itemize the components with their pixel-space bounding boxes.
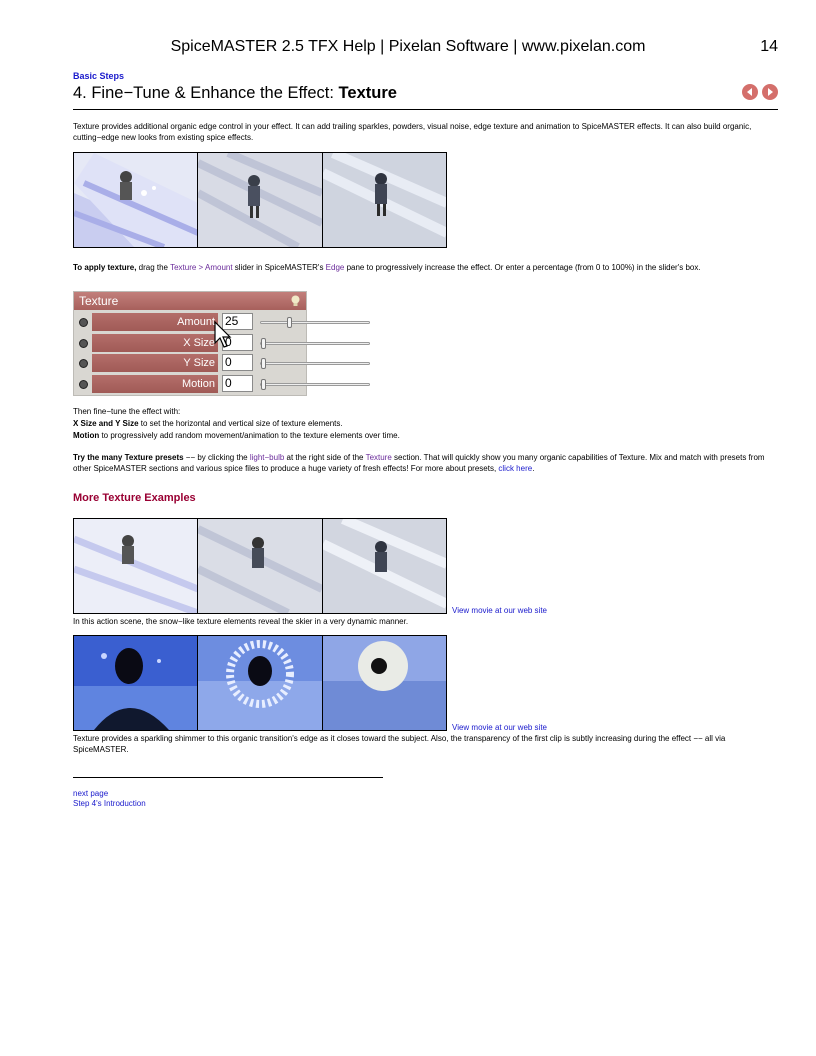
edge-pane-link[interactable]: Edge — [325, 263, 345, 272]
mouse-cursor-icon — [214, 321, 232, 349]
example1-frame-3 — [323, 519, 446, 613]
param-value-input[interactable]: 0 — [222, 354, 253, 371]
skier-frame-2 — [198, 153, 322, 247]
keyframe-toggle-icon[interactable] — [79, 318, 88, 327]
page-nav — [742, 84, 778, 100]
page-title: 4. Fine−Tune & Enhance the Effect: Texture — [73, 84, 397, 102]
param-slider[interactable] — [260, 383, 370, 386]
example1-frame-2 — [198, 519, 322, 613]
finetune-motion-line: Motion to progressively add random movement/animation to the texture elements over time. — [73, 431, 400, 440]
texture-row-x-size — [74, 334, 306, 352]
apply-texture-paragraph: To apply texture, drag the Texture > Amount slider in SpiceMASTER's Edge pane to progressively increase the effect. Or enter a percentage (from 0 to 100%) in the slider's box. — [73, 263, 701, 272]
param-label: X Size — [92, 334, 218, 352]
example2-frame-3 — [323, 636, 446, 730]
param-slider[interactable] — [260, 321, 370, 324]
skier-frame-1 — [74, 153, 198, 247]
texture-panel-title: Texture — [79, 294, 119, 308]
texture-example-strip-1 — [73, 152, 447, 248]
example2-frame-1 — [74, 636, 198, 730]
slider-thumb[interactable] — [261, 358, 266, 369]
skier-frame-3 — [323, 153, 446, 247]
intro-paragraph: Texture provides additional organic edge control in your effect. It can add trailing sparkles, powders, visual noise, edge texture and animation to SpiceMASTER effects. It can also build organic, cutting−edge new looks from existing spice effects. — [73, 122, 752, 142]
finetune-xy-line: X Size and Y Size to set the horizontal and vertical size of texture elements. — [73, 419, 343, 428]
slider-thumb[interactable] — [287, 317, 292, 328]
page-number: 14 — [760, 38, 778, 55]
texture-row-y-size — [74, 354, 306, 372]
param-label: Motion — [92, 375, 218, 393]
texture-amount-link[interactable]: Texture > Amount — [170, 263, 233, 272]
param-value-input[interactable]: 0 — [222, 375, 253, 392]
finetune-intro: Then fine−tune the effect with: — [73, 407, 181, 416]
keyframe-toggle-icon[interactable] — [79, 359, 88, 368]
example2-movie-link[interactable]: View movie at our web site — [452, 723, 548, 732]
slider-thumb[interactable] — [261, 379, 266, 390]
texture-panel — [73, 291, 307, 396]
breadcrumb[interactable]: Basic Steps — [73, 71, 125, 81]
presets-click-here-link[interactable]: click here — [498, 464, 533, 473]
texture-example-strip-2 — [73, 518, 447, 614]
texture-row-amount — [74, 313, 306, 331]
example1-movie-link[interactable]: View movie at our web site — [452, 606, 548, 615]
presets-paragraph: Try the many Texture presets −− by clicking the light−bulb at the right side of the Texture section. That will quickly show you many organic capabilities of Texture. Mix and match with presets from other SpiceMASTER sections and various spice files to produce a huge variety of fresh effects! For more about presets, click here. — [73, 453, 765, 473]
keyframe-toggle-icon[interactable] — [79, 339, 88, 348]
texture-panel-header — [74, 292, 306, 310]
param-value-input[interactable]: 0 — [222, 334, 253, 351]
texture-row-motion — [74, 375, 306, 393]
light-bulb-icon[interactable] — [291, 295, 300, 307]
slider-thumb[interactable] — [261, 338, 266, 349]
param-slider[interactable] — [260, 342, 370, 345]
example1-caption: In this action scene, the snow−like texture elements reveal the skier in a very dynamic manner. — [73, 617, 409, 626]
next-page-link[interactable]: next page — [73, 789, 109, 798]
footer-divider — [73, 777, 383, 778]
example1-frame-1 — [74, 519, 198, 613]
param-slider[interactable] — [260, 362, 370, 365]
step4-intro-link[interactable]: Step 4's Introduction — [73, 799, 146, 808]
texture-example-strip-3 — [73, 635, 447, 731]
next-page-icon[interactable] — [762, 84, 778, 100]
document-header: SpiceMASTER 2.5 TFX Help | Pixelan Software | www.pixelan.com — [170, 38, 646, 55]
example2-frame-2 — [198, 636, 322, 730]
param-label: Y Size — [92, 354, 218, 372]
texture-section-link[interactable]: Texture — [365, 453, 392, 462]
param-value-input[interactable]: 25 — [222, 313, 253, 330]
keyframe-toggle-icon[interactable] — [79, 380, 88, 389]
example2-caption: Texture provides a sparkling shimmer to this organic transition's edge as it closes toward the subject. Also, the transparency of the first clip is subtly increasing during the effect −− all via SpiceMASTER. — [73, 734, 726, 754]
more-examples-heading: More Texture Examples — [73, 492, 196, 504]
previous-page-icon[interactable] — [742, 84, 758, 100]
light-bulb-link[interactable]: light−bulb — [249, 453, 285, 462]
param-label: Amount — [92, 313, 218, 331]
title-divider — [73, 109, 778, 110]
